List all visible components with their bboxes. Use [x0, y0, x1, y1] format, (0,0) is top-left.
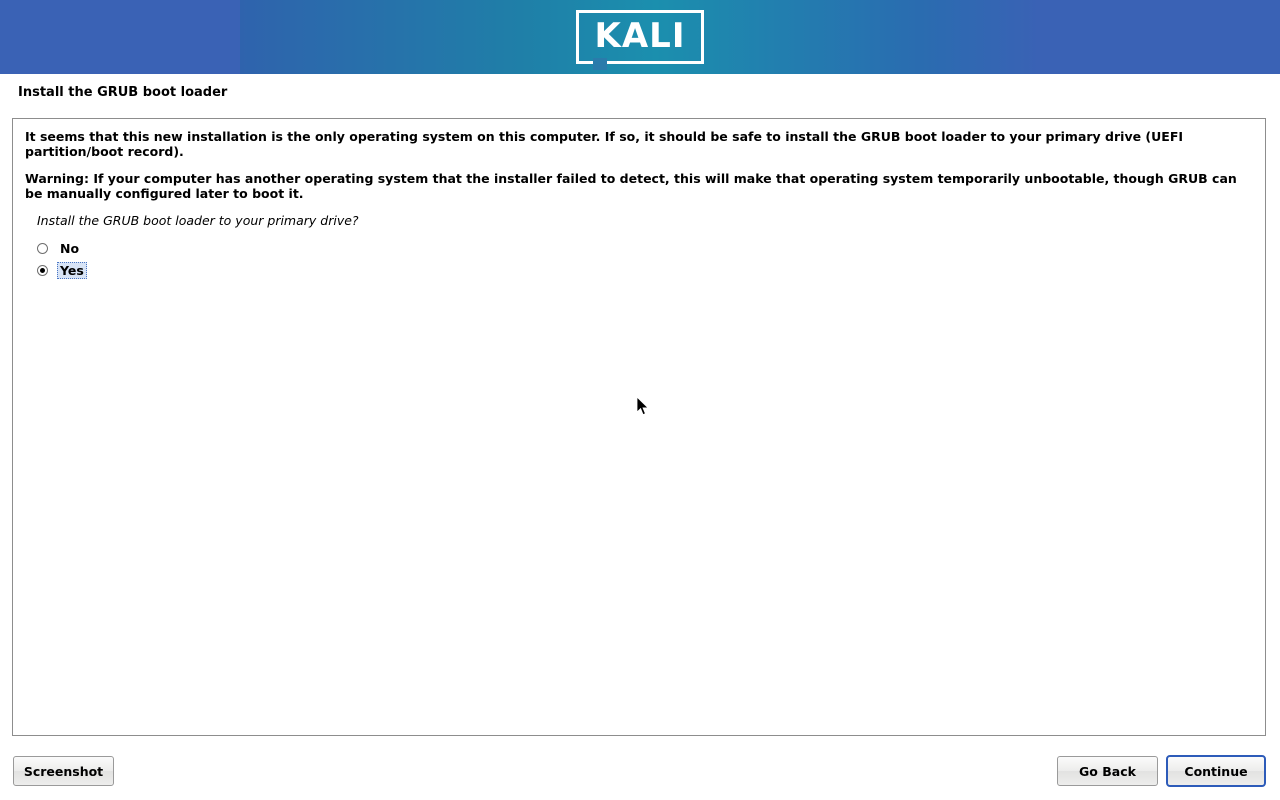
radio-icon-yes[interactable] — [37, 265, 48, 276]
kali-logo — [0, 0, 1280, 74]
kali-logo-text: KALI — [576, 10, 705, 64]
continue-button[interactable]: Continue — [1166, 755, 1266, 787]
kali-banner — [0, 0, 1280, 74]
radio-option-yes[interactable] — [28, 259, 1253, 281]
radio-label-yes[interactable]: Yes — [57, 262, 87, 279]
radio-label-no[interactable]: No — [60, 240, 80, 256]
radio-option-no[interactable] — [28, 237, 1253, 259]
content-panel-inner — [13, 119, 1265, 281]
warning-paragraph: Warning: If your computer has another operating system that the installer failed to detect, this will make that operating system temporarily unbootable, though GRUB can be manually configured later to boot it. — [25, 171, 1237, 201]
info-paragraph: It seems that this new installation is the only operating system on this computer. If so, it should be safe to install the GRUB boot loader to your primary drive (UEFI partition/boot record). — [25, 129, 1184, 159]
screenshot-button[interactable]: Screenshot — [13, 756, 114, 786]
go-back-button[interactable]: Go Back — [1057, 756, 1158, 786]
page-title: Install the GRUB boot loader — [18, 85, 228, 100]
question-label: Install the GRUB boot loader to your primary drive? — [37, 213, 359, 228]
grub-install-radio-group — [25, 237, 1253, 281]
content-panel — [12, 118, 1266, 736]
radio-icon-no[interactable] — [37, 243, 48, 254]
